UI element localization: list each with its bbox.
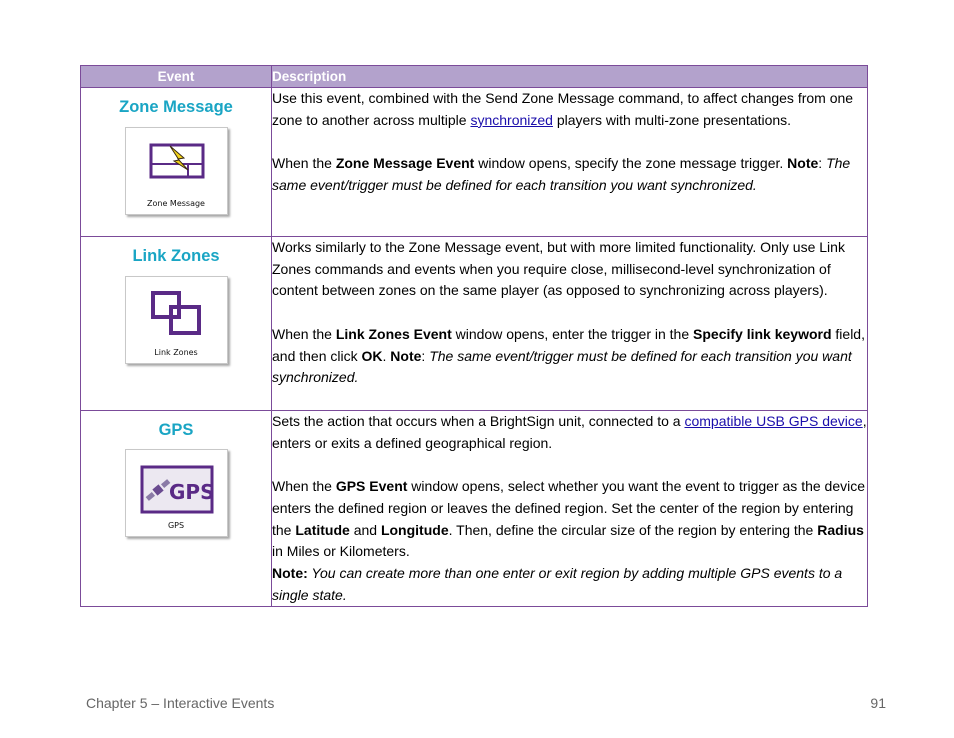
description-paragraph: Works similarly to the Zone Message event, but with more limited functionality. Only use Link Zones commands and events when you require close, millisecond-level synchronization of content between zones on the same player (as opposed to synchronizing across players). [272,239,845,299]
event-name-link-zones: Link Zones [132,247,220,265]
bold-term: Link Zones Event [335,325,452,342]
description-paragraph [272,563,867,606]
description-paragraph [272,88,867,131]
thumbnail-caption: Link Zones [154,348,198,357]
thumbnail-caption: GPS [167,521,185,530]
text-span: When the [272,155,336,172]
text-span: window opens, select whether you want the event to trigger as the device enters the defined region or leaves the defined region. Set the center of the region by entering the [272,478,866,538]
description-cell [272,88,868,237]
text-span: Sets the action that occurs when a BrightSign unit, connected to a [272,413,685,429]
text-span: players with multi-zone presentations. [552,111,792,128]
bold-term: Radius [817,521,864,538]
text-span: When the [272,478,336,495]
event-cell [81,88,272,237]
description-paragraph [272,476,867,563]
text-span: window opens, enter the trigger in the [451,325,694,342]
text-span: Use this event, combined with the Send Zone Message command, to affect changes from one zone to another across multiple [272,90,854,128]
header-event: Event [81,66,272,88]
event-name-zone-message: Zone Message [119,98,233,116]
table-row [81,237,868,411]
bold-term: Longitude [380,521,449,538]
footer-page-number: 91 [870,695,886,711]
text-span: When the [272,325,336,342]
note-label: Note [787,155,819,172]
note-text: You can create more than one enter or exit region by adding multiple GPS events to a single state. [272,564,843,603]
table-row [81,88,868,237]
description-paragraph [272,411,867,454]
note-text: The same event/trigger must be defined for each transition you want synchronized. [272,155,851,193]
synchronized-link[interactable]: synchronized [470,111,553,128]
note-label: Note [390,347,422,364]
note-label: Note: [272,564,308,581]
bold-term: GPS Event [335,478,408,495]
link-zones-thumbnail [125,276,228,364]
svg-text:GPS: GPS [168,480,214,504]
text-span: and [349,521,381,538]
bold-term: Zone Message Event [335,155,475,172]
description-cell [272,237,868,411]
bold-term: Latitude [295,521,350,538]
header-description: Description [272,66,868,88]
thumbnail-caption: Zone Message [147,199,205,208]
event-cell [81,237,272,411]
zone-message-thumbnail [125,127,228,215]
bold-term: Specify link keyword [693,325,832,342]
text-span: , enters or exits a defined geographical region. [272,413,867,451]
event-name-gps: GPS [158,421,194,439]
gps-thumbnail [125,449,228,537]
compatible-usb-gps-link[interactable]: compatible USB GPS device [684,413,863,429]
text-span: : [818,155,823,172]
bold-term: OK [361,347,383,364]
text-span: window opens, specify the zone message trigger. [474,155,788,172]
events-table [80,65,868,607]
description-cell [272,411,868,607]
footer-chapter: Chapter 5 – Interactive Events [86,695,275,711]
text-span: . Then, define the circular size of the region by entering the [448,521,818,538]
description-paragraph [272,324,867,389]
description-paragraph [272,153,867,196]
text-span: . [382,347,391,364]
text-span: in Miles or Kilometers. [272,543,410,560]
note-text: The same event/trigger must be defined for each transition you want synchronized. [272,347,852,386]
table-row [81,411,868,607]
text-span: : [421,347,430,364]
text-span: field, and then click [272,325,865,364]
event-cell [81,411,272,607]
table-header-row [81,66,868,88]
